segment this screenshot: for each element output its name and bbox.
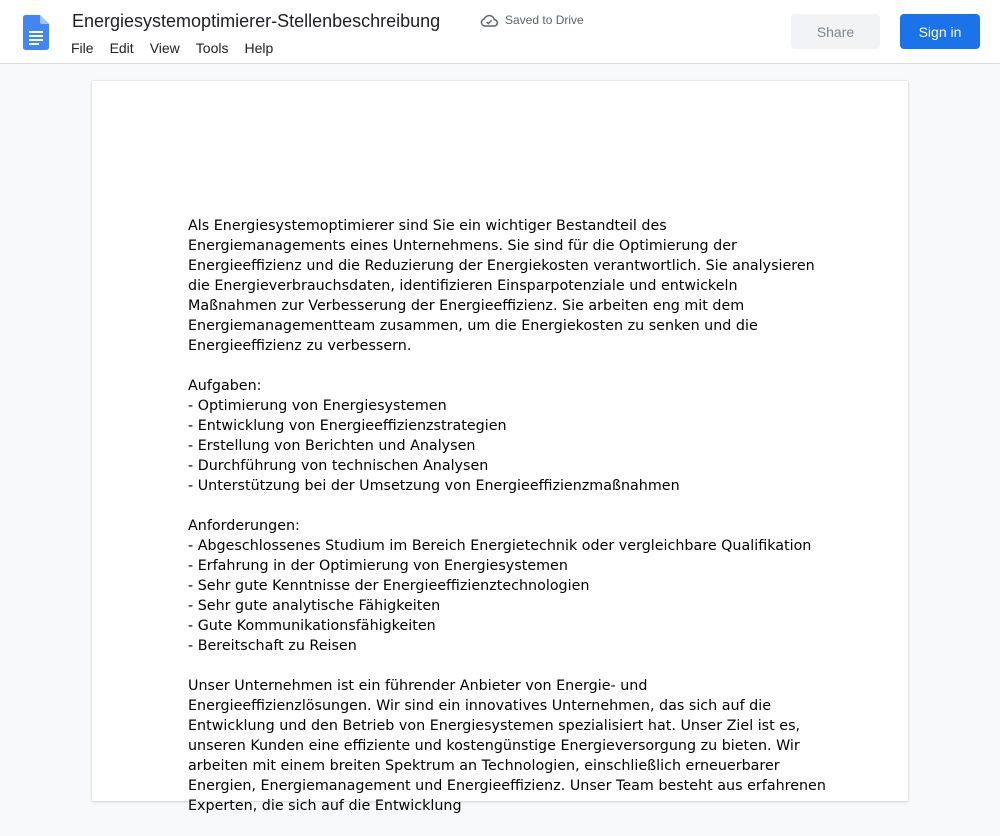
company-paragraph: Unser Unternehmen ist ein führender Anbieter von Energie- und Energieeffizienzlösungen. Wir sind ein innovatives Unternehmen, das sich auf die Entwicklung und den Betrieb von Energiesystemen spezialisiert hat. Unser Ziel ist es, unseren Kunden eine effiziente und kostengünstige Energieversorgung zu bieten. Wir arbeiten mit einem breiten Spektrum an Technologien, einschließlich erneuerbarer Energien, Energiemanagement und Energieeffizienz. Unser Team besteht aus erfahrenen Experten, die sich auf die Entwicklung	[188, 678, 826, 814]
sign-in-button[interactable]: Sign in	[900, 14, 980, 49]
requirement-item: - Sehr gute Kenntnisse der Energieeffizienztechnologien	[188, 578, 590, 594]
menu-help[interactable]: Help	[244, 40, 274, 56]
tasks-heading: Aufgaben:	[188, 378, 262, 394]
requirement-item: - Sehr gute analytische Fähigkeiten	[188, 598, 441, 614]
task-item: - Durchführung von technischen Analysen	[188, 458, 489, 474]
menu-view[interactable]: View	[149, 40, 180, 56]
document-body[interactable]	[188, 216, 828, 836]
menu-bar	[71, 40, 289, 56]
share-button[interactable]: Share	[791, 14, 880, 49]
menu-edit[interactable]: Edit	[109, 40, 134, 56]
google-docs-icon[interactable]	[23, 15, 49, 50]
requirements-heading: Anforderungen:	[188, 518, 300, 534]
tasks-section	[188, 376, 828, 496]
cloud-done-icon	[480, 14, 498, 27]
menu-file[interactable]: File	[71, 40, 94, 56]
task-item: - Optimierung von Energiesystemen	[188, 398, 447, 414]
task-item: - Unterstützung bei der Umsetzung von Energieeffizienzmaßnahmen	[188, 478, 680, 494]
document-page[interactable]	[92, 81, 908, 814]
requirements-section	[188, 516, 828, 656]
requirement-item: - Abgeschlossenes Studium im Bereich Energietechnik oder vergleichbare Qualifikation	[188, 538, 812, 554]
save-status-text: Saved to Drive	[505, 13, 584, 27]
intro-paragraph: Als Energiesystemoptimierer sind Sie ein wichtiger Bestandteil des Energiemanagements eines Unternehmens. Sie sind für die Optimierung der Energieeffizienz und die Reduzierung der Energiekosten verantwortlich. Sie analysieren die Energieverbrauchsdaten, identifizieren Einsparpotenziale und entwickeln Maßnahmen zur Verbesserung der Energieeffizienz. Sie arbeiten eng mit dem Energiemanagementteam zusammen, um die Energiekosten zu senken und die Energieeffizienz zu verbessern.	[188, 218, 815, 354]
save-status[interactable]	[480, 13, 584, 27]
task-item: - Entwicklung von Energieeffizienzstrategien	[188, 418, 507, 434]
top-bar	[0, 0, 1000, 64]
requirement-item: - Gute Kommunikationsfähigkeiten	[188, 618, 436, 634]
menu-tools[interactable]: Tools	[195, 40, 229, 56]
document-title[interactable]: Energiesystemoptimierer-Stellenbeschreibung	[72, 11, 441, 31]
requirement-item: - Erfahrung in der Optimierung von Energiesystemen	[188, 558, 568, 574]
requirement-item: - Bereitschaft zu Reisen	[188, 638, 357, 654]
task-item: - Erstellung von Berichten und Analysen	[188, 438, 476, 454]
